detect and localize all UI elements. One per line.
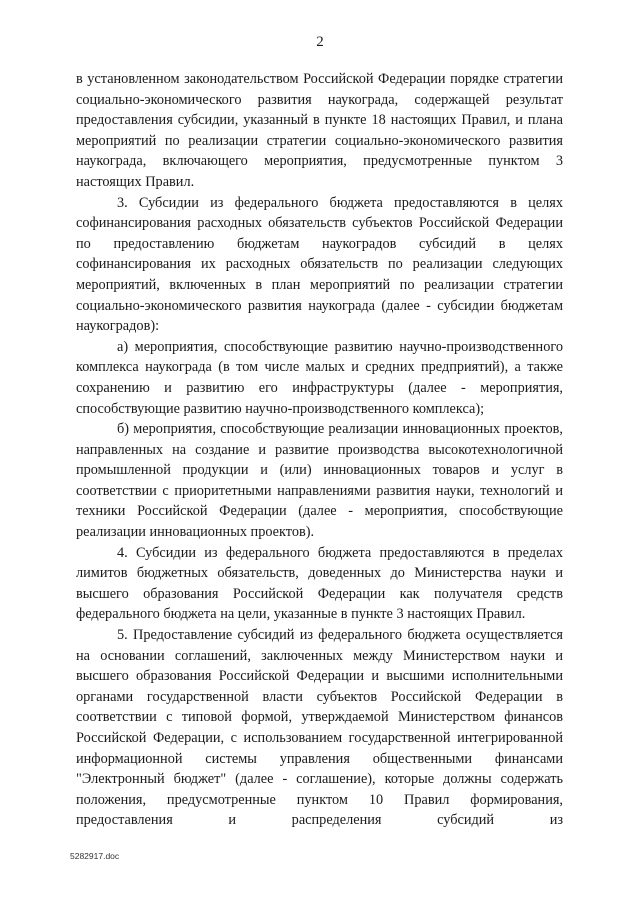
document-body (76, 69, 563, 831)
page-number: 2 (316, 34, 324, 50)
paragraph-item-3b: б) мероприятия, способствующие реализации инновационных проектов, направленных на создание и развитие производства высокотехнологичной промышленной продукции и (или) инновационных товаров и услуг в соответствии с приоритетными направлениями развития науки, технологий и техники Российской Федерации (далее - мероприятия, способствующие реализации инновационных проектов). (76, 421, 563, 541)
paragraph-item-3a: а) мероприятия, способствующие развитию научно-производственного комплекса наукограда (в том числе малых и средних предприятий), а также сохранению и развитию его инфраструктуры (далее - мероприятия, способствующие развитию научно-производственного комплекса); (76, 338, 563, 417)
paragraph-item-4: 4. Субсидии из федерального бюджета предоставляются в пределах лимитов бюджетных обязательств, доведенных до Министерства науки и высшего образования Российской Федерации как получателя средств федерального бюджета на цели, указанные в пункте 3 настоящих Правил. (76, 544, 563, 623)
paragraph-continuation: в установленном законодательством Российской Федерации порядке стратегии социально-экономического развития наукограда, содержащей результат предоставления субсидии, указанный в пункте 18 настоящих Правил, и плана мероприятий по реализации стратегии социально-экономического развития наукограда, включающего мероприятия, предусмотренные пунктом 3 настоящих Правил. (76, 71, 563, 190)
paragraph-item-3: 3. Субсидии из федерального бюджета предоставляются в целях софинансирования расходных обязательств субъектов Российской Федерации по предоставлению бюджетам наукоградов субсидий в целях софинансирования их расходных обязательств по реализации следующих мероприятий, включенных в план мероприятий по реализации стратегии социально-экономического развития наукограда (далее - субсидии бюджетам наукоградов): (76, 194, 563, 335)
file-name-footer: 5282917.doc (70, 851, 120, 861)
paragraph-item-5: 5. Предоставление субсидий из федерального бюджета осуществляется на основании соглашений, заключенных между Министерством науки и высшего образования Российской Федерации и высшими исполнительными органами государственной власти субъектов Российской Федерации в соответствии с типовой формой, утверждаемой Министерством финансов Российской Федерации, с использованием государственной интегрированной информационной системы управления общественными финансами "Электронный бюджет" (далее - соглашение), которые должны содержать положения, предусмотренные пунктом 10 Правил формирования, предоставления и распределения субсидий из (76, 627, 563, 829)
